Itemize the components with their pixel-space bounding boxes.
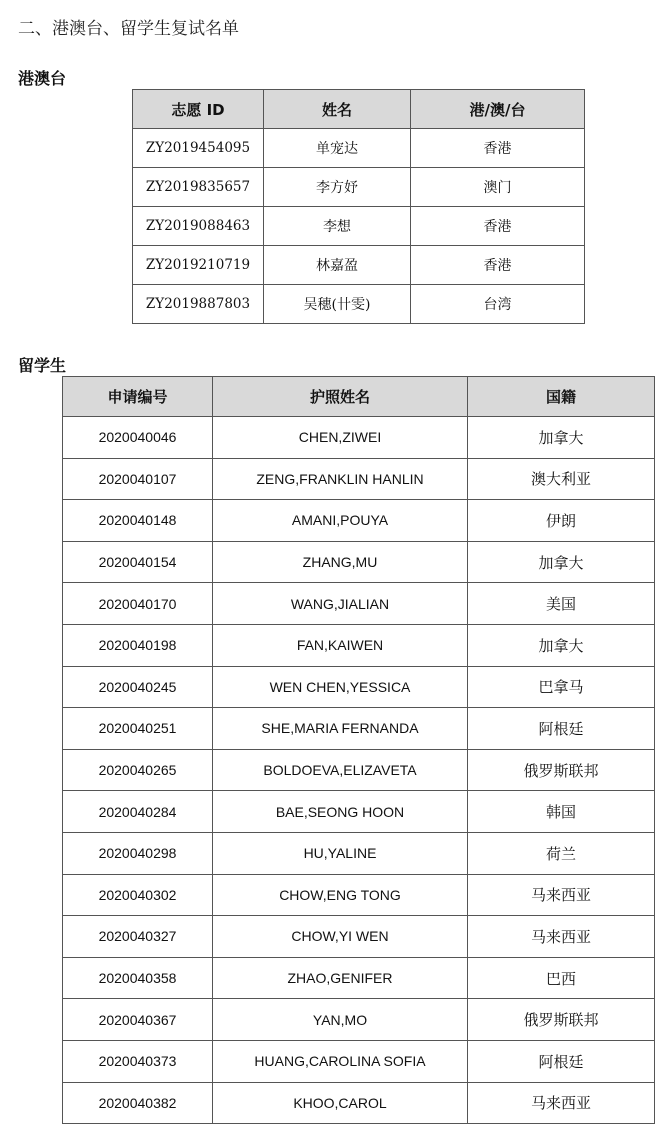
table-row xyxy=(63,957,655,999)
nationality-cell: 加拿大 xyxy=(468,624,655,666)
nationality-cell: 美国 xyxy=(468,583,655,625)
name-cell: 林嘉盈 xyxy=(264,246,411,285)
application-number-cell: 2020040265 xyxy=(63,749,213,791)
application-number-cell: 2020040367 xyxy=(63,999,213,1041)
passport-name-cell: ZHANG,MU xyxy=(213,541,468,583)
nationality-cell: 巴拿马 xyxy=(468,666,655,708)
application-number-cell: 2020040148 xyxy=(63,500,213,542)
table-row xyxy=(63,541,655,583)
passport-name-cell: SHE,MARIA FERNANDA xyxy=(213,708,468,750)
name-cell: 吴穗(卄雯) xyxy=(264,285,411,324)
section-title: 二、港澳台、留学生复试名单 xyxy=(18,19,239,39)
nationality-cell: 阿根廷 xyxy=(468,708,655,750)
column-header-application-id: 志愿 ID xyxy=(133,90,264,129)
passport-name-cell: BAE,SEONG HOON xyxy=(213,791,468,833)
application-number-cell: 2020040170 xyxy=(63,583,213,625)
application-id-cell: ZY2019454095 xyxy=(133,129,264,168)
application-number-cell: 2020040107 xyxy=(63,458,213,500)
passport-name-cell: CHOW,ENG TONG xyxy=(213,874,468,916)
nationality-cell: 澳大利亚 xyxy=(468,458,655,500)
passport-name-cell: KHOO,CAROL xyxy=(213,1082,468,1124)
nationality-cell: 荷兰 xyxy=(468,832,655,874)
table-row xyxy=(63,1040,655,1082)
nationality-cell: 马来西亚 xyxy=(468,874,655,916)
application-id-cell: ZY2019835657 xyxy=(133,168,264,207)
table-row xyxy=(63,749,655,791)
table-row xyxy=(63,500,655,542)
nationality-cell: 阿根廷 xyxy=(468,1040,655,1082)
application-id-cell: ZY2019088463 xyxy=(133,207,264,246)
table-row xyxy=(63,916,655,958)
column-header-name: 姓名 xyxy=(264,90,411,129)
table-row xyxy=(63,666,655,708)
column-header-region: 港/澳/台 xyxy=(411,90,585,129)
application-id-cell: ZY2019887803 xyxy=(133,285,264,324)
passport-name-cell: HUANG,CAROLINA SOFIA xyxy=(213,1040,468,1082)
application-number-cell: 2020040382 xyxy=(63,1082,213,1124)
table-row xyxy=(63,791,655,833)
passport-name-cell: YAN,MO xyxy=(213,999,468,1041)
application-number-cell: 2020040154 xyxy=(63,541,213,583)
region-cell: 澳门 xyxy=(411,168,585,207)
hkmt-header-row xyxy=(133,90,585,129)
column-header-nationality: 国籍 xyxy=(468,377,655,417)
table-row xyxy=(63,417,655,459)
hkmt-heading: 港澳台 xyxy=(18,69,67,88)
table-row xyxy=(63,708,655,750)
passport-name-cell: CHEN,ZIWEI xyxy=(213,417,468,459)
application-number-cell: 2020040198 xyxy=(63,624,213,666)
application-number-cell: 2020040298 xyxy=(63,832,213,874)
intl-header-row xyxy=(63,377,655,417)
application-number-cell: 2020040327 xyxy=(63,916,213,958)
application-id-cell: ZY2019210719 xyxy=(133,246,264,285)
table-row xyxy=(133,285,585,324)
passport-name-cell: WEN CHEN,YESSICA xyxy=(213,666,468,708)
column-header-application-number: 申请编号 xyxy=(63,377,213,417)
table-row xyxy=(63,624,655,666)
region-cell: 香港 xyxy=(411,207,585,246)
passport-name-cell: HU,YALINE xyxy=(213,832,468,874)
application-number-cell: 2020040245 xyxy=(63,666,213,708)
table-row xyxy=(63,874,655,916)
table-row xyxy=(63,458,655,500)
passport-name-cell: BOLDOEVA,ELIZAVETA xyxy=(213,749,468,791)
table-row xyxy=(133,129,585,168)
passport-name-cell: AMANI,POUYA xyxy=(213,500,468,542)
application-number-cell: 2020040251 xyxy=(63,708,213,750)
hkmt-table xyxy=(132,89,585,324)
nationality-cell: 加拿大 xyxy=(468,417,655,459)
name-cell: 李方妤 xyxy=(264,168,411,207)
application-number-cell: 2020040373 xyxy=(63,1040,213,1082)
passport-name-cell: WANG,JIALIAN xyxy=(213,583,468,625)
region-cell: 台湾 xyxy=(411,285,585,324)
nationality-cell: 韩国 xyxy=(468,791,655,833)
table-row xyxy=(133,246,585,285)
nationality-cell: 巴西 xyxy=(468,957,655,999)
region-cell: 香港 xyxy=(411,129,585,168)
passport-name-cell: CHOW,YI WEN xyxy=(213,916,468,958)
application-number-cell: 2020040284 xyxy=(63,791,213,833)
passport-name-cell: FAN,KAIWEN xyxy=(213,624,468,666)
column-header-passport-name: 护照姓名 xyxy=(213,377,468,417)
passport-name-cell: ZENG,FRANKLIN HANLIN xyxy=(213,458,468,500)
nationality-cell: 俄罗斯联邦 xyxy=(468,749,655,791)
nationality-cell: 马来西亚 xyxy=(468,1082,655,1124)
table-row xyxy=(63,832,655,874)
table-row xyxy=(133,207,585,246)
nationality-cell: 伊朗 xyxy=(468,500,655,542)
region-cell: 香港 xyxy=(411,246,585,285)
nationality-cell: 加拿大 xyxy=(468,541,655,583)
name-cell: 单宠达 xyxy=(264,129,411,168)
application-number-cell: 2020040358 xyxy=(63,957,213,999)
table-row xyxy=(63,999,655,1041)
intl-heading: 留学生 xyxy=(18,356,67,375)
application-number-cell: 2020040302 xyxy=(63,874,213,916)
table-row xyxy=(63,1082,655,1124)
intl-table xyxy=(62,376,655,1124)
nationality-cell: 俄罗斯联邦 xyxy=(468,999,655,1041)
application-number-cell: 2020040046 xyxy=(63,417,213,459)
passport-name-cell: ZHAO,GENIFER xyxy=(213,957,468,999)
nationality-cell: 马来西亚 xyxy=(468,916,655,958)
name-cell: 李想 xyxy=(264,207,411,246)
table-row xyxy=(133,168,585,207)
table-row xyxy=(63,583,655,625)
